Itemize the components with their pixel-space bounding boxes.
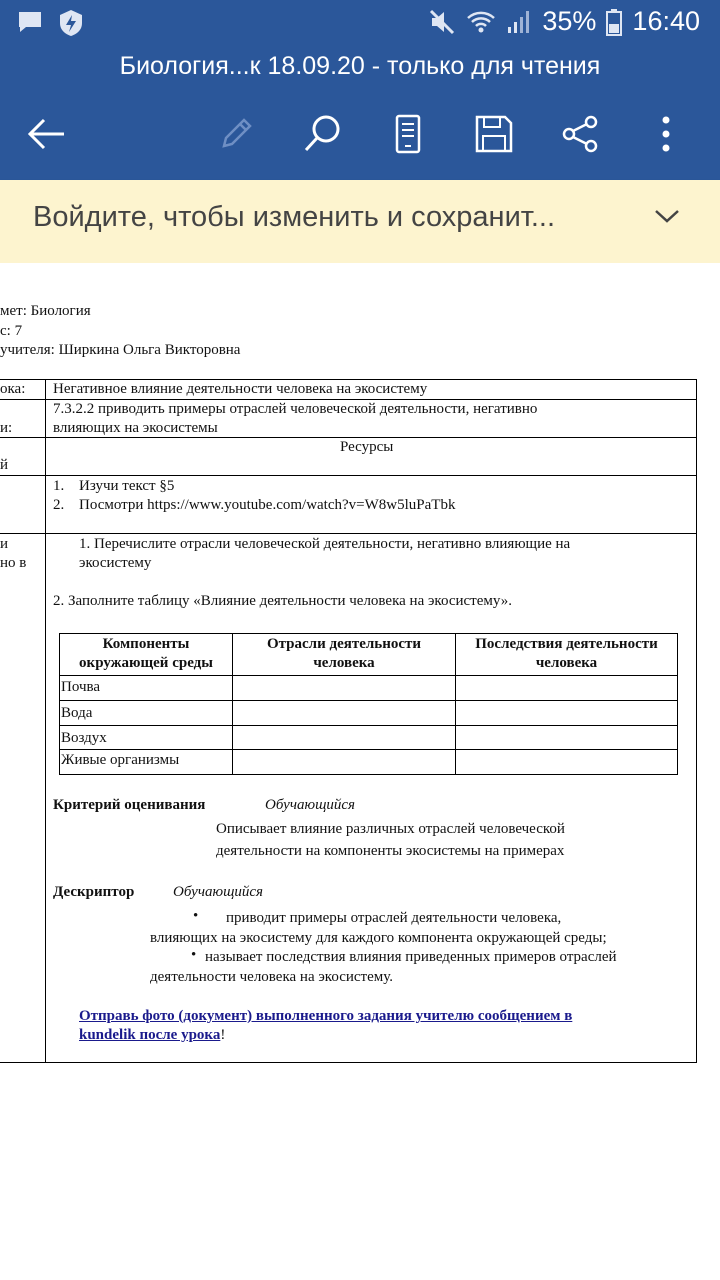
inner-table-border bbox=[59, 675, 677, 676]
inner-table-border bbox=[59, 749, 677, 750]
descriptor2-line2: деятельности человека на экосистему. bbox=[150, 969, 393, 985]
table-border bbox=[0, 437, 697, 438]
document-title: Биология...к 18.09.20 - только для чтения bbox=[119, 52, 601, 80]
header-line: Отрасли деятельности bbox=[266, 636, 422, 652]
header-line: человека bbox=[313, 655, 375, 671]
edit-button[interactable] bbox=[210, 108, 262, 160]
table-border bbox=[0, 533, 697, 534]
resources-heading: Ресурсы bbox=[340, 439, 394, 455]
table-border bbox=[45, 379, 46, 1063]
signin-banner[interactable] bbox=[0, 180, 720, 264]
table-border bbox=[0, 399, 697, 400]
send-exclamation: ! bbox=[220, 1027, 226, 1043]
send-instructions[interactable] bbox=[79, 1027, 225, 1044]
table-border bbox=[0, 475, 697, 476]
inner-table-row-label: Почва bbox=[61, 679, 101, 695]
task-label: но в bbox=[0, 555, 27, 571]
search-icon bbox=[302, 114, 342, 154]
inner-table-header bbox=[60, 635, 232, 673]
toolbar bbox=[0, 108, 720, 160]
criterion-line2: деятельности на компоненты экосистемы на примерах bbox=[216, 843, 565, 859]
task2: 2. Заполните таблицу «Влияние деятельности человека на экосистему». bbox=[53, 593, 513, 609]
row-label-resources: й bbox=[0, 457, 9, 473]
more-vertical-icon bbox=[660, 114, 672, 154]
task1-line1: 1. Перечислите отрасли человеческой деятельности, негативно влияющие на bbox=[79, 536, 571, 552]
chevron-down-icon bbox=[654, 208, 680, 224]
clock: 16:40 bbox=[632, 6, 700, 36]
lesson-goal-line2: влияющих на экосистемы bbox=[53, 420, 218, 436]
inner-table-border bbox=[59, 633, 677, 634]
shield-bolt-icon bbox=[58, 9, 84, 37]
resource-item-video-link[interactable]: Посмотри https://www.youtube.com/watch?v=W8w5luPaTbk bbox=[79, 497, 456, 513]
inner-table-border bbox=[677, 633, 678, 775]
status-bar bbox=[0, 0, 720, 46]
descriptor-label: Дескриптор bbox=[53, 884, 135, 900]
subject-line: мет: Биология bbox=[0, 303, 91, 319]
lesson-topic: Негативное влияние деятельности человека на экосистему bbox=[53, 381, 428, 397]
inner-table-row-label: Воздух bbox=[61, 730, 107, 746]
header-line: человека bbox=[535, 655, 598, 671]
send-link-line1[interactable]: Отправь фото (документ) выполненного задания учителю сообщением в bbox=[79, 1008, 573, 1024]
inner-table-row-label: Живые организмы bbox=[61, 752, 180, 768]
descriptor2-line1: называет последствия влияния приведенных примеров отраслей bbox=[205, 949, 617, 965]
teacher-line: учителя: Ширкина Ольга Викторовна bbox=[0, 342, 241, 358]
criterion-who: Обучающийся bbox=[265, 797, 356, 813]
send-instructions[interactable] bbox=[79, 1008, 572, 1025]
signal-icon bbox=[506, 9, 532, 35]
send-link-line2[interactable]: kundelik после урока bbox=[79, 1027, 221, 1043]
banner-expand-button[interactable] bbox=[654, 208, 680, 229]
row-label-topic: ока: bbox=[0, 381, 26, 397]
table-border bbox=[696, 379, 697, 1063]
share-icon bbox=[560, 114, 600, 154]
resource-item-num: 2. bbox=[53, 497, 65, 513]
search-button[interactable] bbox=[296, 108, 348, 160]
table-border bbox=[0, 379, 697, 380]
header-line: Последствия деятельности bbox=[475, 636, 658, 652]
mute-icon bbox=[428, 8, 456, 36]
mobile-view-button[interactable] bbox=[382, 108, 434, 160]
more-options-button[interactable] bbox=[640, 108, 692, 160]
battery-percent: 35% bbox=[542, 6, 597, 36]
inner-table-header bbox=[233, 635, 455, 673]
back-arrow-icon bbox=[26, 118, 66, 150]
inner-table-row-label: Вода bbox=[61, 705, 93, 721]
app-bar bbox=[0, 0, 720, 180]
grade-line: с: 7 bbox=[0, 323, 23, 339]
mobile-view-icon bbox=[393, 114, 423, 154]
descriptor1-line1: приводит примеры отраслей деятельности человека, bbox=[226, 910, 562, 926]
criterion-label: Критерий оценивания bbox=[53, 797, 206, 813]
wifi-icon bbox=[466, 9, 496, 35]
task1-line2: экосистему bbox=[79, 555, 152, 571]
inner-table-border bbox=[59, 774, 677, 775]
pencil-icon bbox=[216, 114, 256, 154]
back-button[interactable] bbox=[20, 108, 72, 160]
resource-item: Изучи текст §5 bbox=[79, 478, 175, 494]
save-button[interactable] bbox=[468, 108, 520, 160]
save-icon bbox=[474, 114, 514, 154]
descriptor-who: Обучающийся bbox=[173, 884, 264, 900]
task-label: и bbox=[0, 536, 9, 552]
message-icon bbox=[16, 9, 44, 35]
share-button[interactable] bbox=[554, 108, 606, 160]
resource-item-num: 1. bbox=[53, 478, 65, 494]
inner-table-border bbox=[59, 725, 677, 726]
inner-table-border bbox=[59, 700, 677, 701]
signin-banner-text: Войдите, чтобы изменить и сохранит... bbox=[33, 201, 556, 233]
header-line: Компоненты bbox=[102, 636, 190, 652]
inner-table-header bbox=[456, 635, 677, 673]
header-line: окружающей среды bbox=[79, 655, 213, 671]
battery-icon bbox=[606, 8, 622, 36]
table-border bbox=[0, 1062, 697, 1063]
criterion-line1: Описывает влияние различных отраслей человеческой bbox=[216, 821, 565, 837]
bullet: • bbox=[191, 947, 197, 963]
row-label-goals: и: bbox=[0, 420, 13, 436]
lesson-goal-line1: 7.3.2.2 приводить примеры отраслей человеческой деятельности, негативно bbox=[53, 401, 538, 417]
descriptor1-line2: влияющих на экосистему для каждого компонента окружающей среды; bbox=[150, 930, 607, 946]
document-page bbox=[0, 263, 720, 1280]
bullet: • bbox=[193, 908, 199, 924]
